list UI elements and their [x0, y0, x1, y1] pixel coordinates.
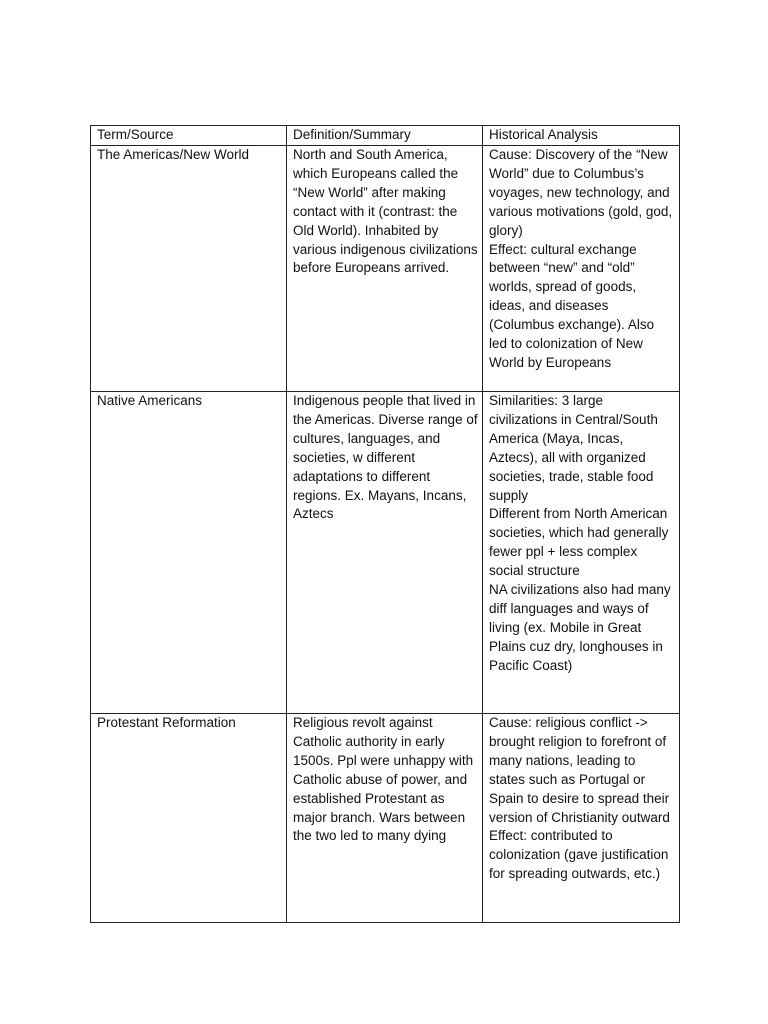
header-historical-analysis: Historical Analysis	[483, 126, 680, 146]
header-term-source: Term/Source	[91, 126, 287, 146]
header-definition-summary: Definition/Summary	[287, 126, 483, 146]
definition-cell: Indigenous people that lived in the Americas. Diverse range of cultures, languages, and societies, w different adaptations to different regions. Ex. Mayans, Incans, Aztecs	[287, 392, 483, 714]
analysis-paragraph: NA civilizations also had many diff languages and ways of living (ex. Mobile in Great Plains cuz dry, longhouses in Pacific Coast)	[489, 582, 671, 673]
analysis-paragraph: Similarities: 3 large civilizations in Central/South America (Maya, Incas, Aztecs), all with organized societies, trade, stable food supply	[489, 393, 658, 503]
analysis-paragraph: Cause: religious conflict -> brought religion to forefront of many nations, leading to states such as Portugal or Spain to desire to spread their version of Christianity outward	[489, 715, 670, 825]
analysis-cell	[483, 714, 680, 923]
definition-cell: Religious revolt against Catholic authority in early 1500s. Ppl were unhappy with Catholic abuse of power, and established Protestant as major branch. Wars between the two led to many dying	[287, 714, 483, 923]
analysis-paragraph: Different from North American societies, which had generally fewer ppl + less complex social structure	[489, 506, 669, 579]
analysis-paragraph: Effect: contributed to colonization (gave justification for spreading outwards, etc.)	[489, 828, 669, 882]
table-row	[91, 146, 680, 392]
term-cell: Native Americans	[91, 392, 287, 714]
analysis-paragraph: Cause: Discovery of the “New World” due to Columbus’s voyages, new technology, and various motivations (gold, god, glory)	[489, 147, 673, 238]
term-cell: The Americas/New World	[91, 146, 287, 392]
notes-table	[90, 125, 680, 923]
table-header-row	[91, 126, 680, 146]
analysis-paragraph: Effect: cultural exchange between “new” and “old” worlds, spread of goods, ideas, and diseases (Columbus exchange). Also led to colonization of New World by Europeans	[489, 241, 655, 370]
term-cell: Protestant Reformation	[91, 714, 287, 923]
table-row	[91, 714, 680, 923]
definition-cell: North and South America, which Europeans called the “New World” after making contact with it (contrast: the Old World). Inhabited by various indigenous civilizations before Europeans arrived.	[287, 146, 483, 392]
analysis-cell	[483, 146, 680, 392]
analysis-cell	[483, 392, 680, 714]
table-row	[91, 392, 680, 714]
